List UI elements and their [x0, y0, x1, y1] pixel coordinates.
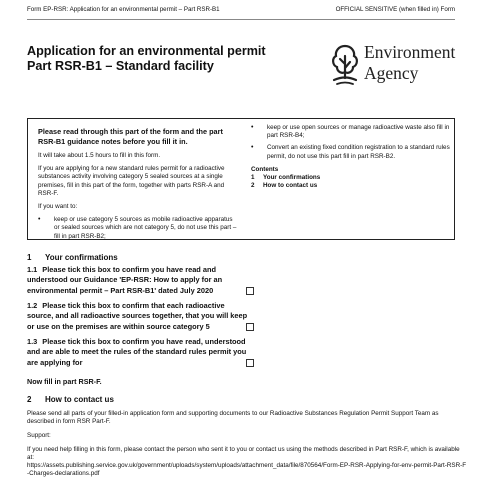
contents-item[interactable]: 2 How to contact us	[251, 181, 318, 189]
title-line-2: Part RSR-B1 – Standard facility	[27, 59, 214, 73]
question-1-3: 1.3 Please tick this box to confirm you have read, understood and are able to meet the rules of the standard rules permit you are applying for	[27, 337, 247, 367]
rsr-f-link[interactable]: https://assets.publishing.service.gov.uk/government/uploads/system/uploads/attachment_data/file/870564/Form-EP-RSR-Applying-for-env-permit-Part-RSR-F-Charges-declarations.pdf	[27, 462, 467, 477]
confirm-rules-checkbox[interactable]	[246, 359, 254, 367]
intro-time: It will take about 1.5 hours to fill in this form.	[38, 152, 161, 159]
form-reference: Form EP-RSR: Application for an environmental permit – Part RSR-B1	[27, 6, 220, 13]
page-header	[27, 6, 455, 20]
bullet-icon: •	[251, 144, 254, 152]
intro-if-you-want: If you want to:	[38, 203, 78, 211]
question-1-1: 1.1 Please tick this box to confirm you have read and understood our Guidance 'EP-RSR: How to apply for an environmental permit – Part RSR-B1' dated July 2020	[27, 265, 223, 295]
security-marking: OFFICIAL SENSITIVE (when filled in) Form	[335, 6, 455, 13]
section-2-heading: 2 How to contact us	[27, 395, 114, 404]
page-title	[27, 44, 266, 74]
contents-item[interactable]: 1 Your confirmations	[251, 173, 321, 181]
intro-right-column	[251, 124, 451, 190]
section-1-heading: 1 Your confirmations	[27, 253, 118, 262]
support-paragraph: If you need help filling in this form, please contact the person who sent it to you or contact us using the methods described in Part RSR-F, which is available at:	[27, 446, 460, 461]
intro-bullet-1: • keep or use category 5 sources as mobile radioactive apparatus or sealed sources which are not category 5, do not use this part – fill in part RSR-B2;	[38, 216, 237, 240]
bullet-icon: •	[38, 216, 41, 224]
confirm-guidance-checkbox[interactable]	[246, 287, 254, 295]
section-2-paragraph: Please send all parts of your filled-in application form and supporting documents to our Radioactive Substances Regulation Permit Support Team as described in form RSR Part-F.	[27, 410, 439, 425]
intro-left-column	[38, 127, 238, 245]
tree-logo-icon	[328, 42, 362, 86]
title-line-1: Application for an environmental permit	[27, 44, 266, 58]
confirm-source-category-checkbox[interactable]	[246, 323, 254, 331]
intro-bullet-3: • Convert an existing fixed condition registration to a standard rules permit, do not use this part fill in part RSR-B2.	[251, 144, 450, 160]
support-label: Support:	[27, 432, 51, 439]
now-fill-in-note: Now fill in part RSR-F.	[27, 377, 102, 386]
bullet-icon: •	[251, 124, 254, 131]
logo-wordmark: Environment Agency	[364, 42, 456, 83]
intro-bullet-2: • keep or use open sources or manage radioactive waste also fill in part RSR-B4;	[251, 124, 450, 140]
contents-heading: Contents	[251, 165, 279, 173]
environment-agency-logo	[328, 42, 455, 86]
intro-box	[27, 118, 455, 240]
intro-heading: Please read through this part of the form and the part RSR-B1 guidance notes before you fill it in.	[38, 127, 223, 146]
question-1-2: 1.2 Please tick this box to confirm that each radioactive source, and all radioactive sources together, that you will keep or use on the premises are within source category 5	[27, 301, 248, 331]
intro-applying: If you are applying for a new standard rules permit for a radioactive substances activity involving category 5 sealed sources at a single premises, fill in this part of the form, together with parts RSR-A and RSR-F.	[38, 165, 225, 197]
